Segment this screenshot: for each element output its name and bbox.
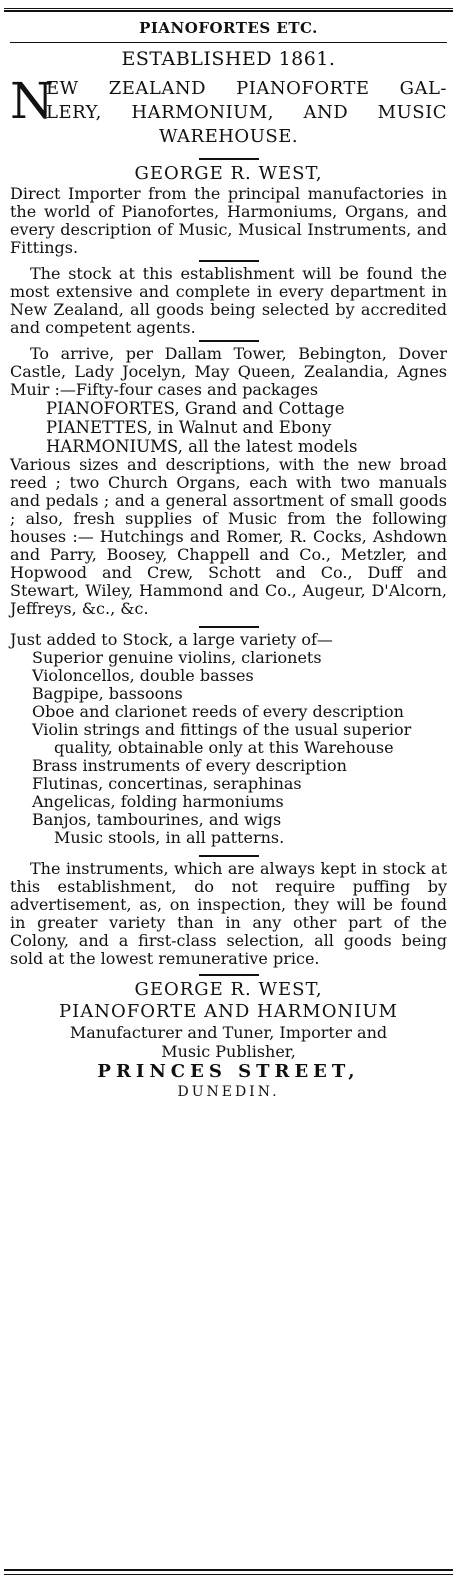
established-line: ESTABLISHED 1861.: [121, 48, 336, 70]
stock-item: Brass instruments of every description: [32, 756, 347, 775]
advertisement-column: [10, 18, 447, 1101]
footer-city: DUNEDIN.: [177, 1084, 280, 1100]
bottom-rule: [4, 1569, 453, 1571]
stock-item: Banjos, tambourines, and wigs: [32, 810, 282, 829]
divider: [199, 158, 259, 160]
arrivals-intro: To arrive, per Dallam Tower, Bebington, Dover Castle, Lady Jocelyn, May Queen, Zealandia, Agnes Muir :—Fifty-four cases and packages: [10, 344, 447, 399]
top-rule: [4, 8, 453, 9]
divider: [199, 974, 259, 976]
stock-item: Oboe and clarionet reeds of every description: [32, 702, 404, 721]
divider: [199, 340, 259, 342]
stock-item-last: Music stools, in all patterns.: [54, 828, 285, 847]
stock-item: Violoncellos, double basses: [32, 666, 254, 685]
title-line-2: LERY, HARMONIUM, AND MUSIC: [46, 102, 447, 123]
section-label: PIANOFORTES ETC.: [139, 19, 318, 37]
proprietor-description: Direct Importer from the principal manufactories in the world of Pianofortes, Harmoniums, Organs, and every description of Music, Musical Instruments, and Fittings.: [10, 184, 447, 257]
arrival-item: HARMONIUMS, all the latest models: [46, 437, 358, 456]
arrival-item: PIANETTES, in Walnut and Ebony: [46, 418, 332, 437]
arrival-item: PIANOFORTES, Grand and Cottage: [46, 399, 345, 418]
footer-line-2: Music Publisher,: [161, 1042, 296, 1061]
title-dropcap: N: [10, 72, 54, 130]
divider: [199, 855, 259, 857]
top-rule-thick: [4, 10, 453, 12]
footer-street: PRINCES STREET,: [97, 1061, 360, 1082]
bottom-rule-thin: [4, 1574, 453, 1575]
stock-item: Angelicas, folding harmoniums: [32, 792, 284, 811]
arrivals-details: Various sizes and descriptions, with the new broad reed ; two Church Organs, each with two manuals and pedals ; and a general assortment of small goods ; also, fresh supplies of Music from the following houses :— Hutchings and Romer, R. Cocks, Ashdown and Parry, Boosey, Chappell and Co., Metzler, and Hopwood and Crew, Schott and Co., Duff and Stewart, Wiley, Hammond and Co., Augeur, D'Alcorn, Jeffreys, &c., &c.: [10, 455, 447, 618]
stock-item: Flutinas, concertinas, seraphinas: [32, 774, 302, 793]
footer-name: GEORGE R. WEST,: [134, 979, 323, 1000]
stock-item: Violin strings and fittings of the usual superior quality, obtainable only at this Warehouse: [32, 720, 412, 757]
divider: [10, 42, 447, 43]
title-line-1: EW ZEALAND PIANOFORTE GAL-: [46, 78, 447, 99]
footer-business: PIANOFORTE AND HARMONIUM: [59, 1001, 398, 1022]
proprietor-name: GEORGE R. WEST,: [134, 163, 323, 184]
stock-item: Superior genuine violins, clarionets: [32, 648, 322, 667]
just-added-intro: Just added to Stock, a large variety of—: [10, 630, 333, 649]
footer-line-1: Manufacturer and Tuner, Importer and: [69, 1023, 388, 1042]
divider: [199, 626, 259, 628]
stock-statement: The stock at this establishment will be found the most extensive and complete in every department in New Zealand, all goods being selected by accredited and competent agents.: [10, 264, 447, 337]
title-line-3: WAREHOUSE.: [158, 126, 299, 147]
stock-item: Bagpipe, bassoons: [32, 684, 183, 703]
divider: [199, 260, 259, 262]
title-block: [10, 72, 447, 155]
closing-statement: The instruments, which are always kept in stock at this establishment, do not require puffing by advertisement, as, on inspection, they will be found in greater variety than in any other part of the Colony, and a first-class selection, all goods being sold at the lowest remunerative price.: [10, 859, 447, 968]
